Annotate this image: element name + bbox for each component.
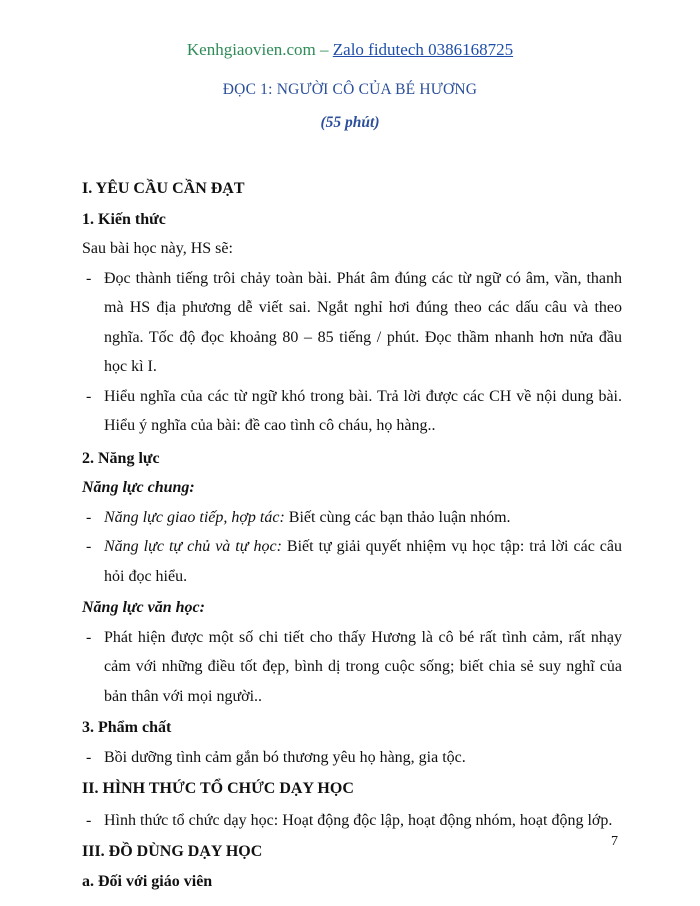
bullet-dash: - <box>86 508 92 526</box>
subsubsection-heading: Năng lực văn học: <box>82 599 205 616</box>
bullet-dash: - <box>86 748 92 766</box>
bullet-dash: - <box>86 538 92 555</box>
lesson-duration: (55 phút) <box>320 114 380 131</box>
list-item-text: Biết tự giải quyết nhiệm vụ học tập: trả lời các câu hỏi đọc hiểu. <box>104 538 623 585</box>
list-item-text: Hiểu nghĩa của các từ ngữ khó trong bài. Trả lời được các CH về nội dung bài. Hiểu ý nghĩa của bài: đề cao tình cô cháu, họ hàng.. <box>104 387 622 434</box>
bullet-dash: - <box>86 387 92 405</box>
subsection-heading: 3. Phẩm chất <box>82 719 172 736</box>
section-heading: I. YÊU CẦU CẦN ĐẠT <box>82 180 245 197</box>
list-item <box>82 503 622 533</box>
page-header <box>0 40 700 60</box>
subsection-heading: 1. Kiến thức <box>82 210 166 228</box>
list-item-text: Đọc thành tiếng trôi chảy toàn bài. Phát âm đúng các từ ngữ có âm, vần, thanh mà HS địa phương dễ viết sai. Ngắt nghỉ hơi đúng theo các dấu câu và theo nghĩa. Tốc độ đọc khoảng 80 – 85 tiếng / phút. Đọc thầm nhanh hơn nửa đầu học kì I. <box>104 269 622 375</box>
list-item <box>82 743 622 773</box>
page-number: 7 <box>611 834 618 849</box>
bullet-dash: - <box>86 628 92 646</box>
section-heading: II. HÌNH THỨC TỔ CHỨC DẠY HỌC <box>82 780 354 797</box>
list-item <box>82 623 622 712</box>
bullet-dash: - <box>86 269 92 287</box>
list-item <box>82 532 622 591</box>
list-item-text: Biết cùng các bạn thảo luận nhóm. <box>284 508 511 526</box>
list-item-text: Phát hiện được một số chi tiết cho thấy Hương là cô bé rất tình cảm, rất nhạy cảm với những điều tốt đẹp, bình dị trong cuộc sống; biết chia sẻ suy nghĩ của bản thân với mọi người.. <box>104 628 622 705</box>
list-item <box>82 382 622 441</box>
list-item-lead: Năng lực tự chủ và tự học: <box>104 538 282 555</box>
document-body <box>82 174 622 896</box>
list-item <box>82 264 622 382</box>
section-heading: III. ĐỒ DÙNG DẠY HỌC <box>82 843 263 860</box>
bullet-dash: - <box>86 811 92 829</box>
list-item-lead: Năng lực giao tiếp, hợp tác: <box>104 508 285 526</box>
list-item-text: Bồi dưỡng tình cảm gắn bó thương yêu họ hàng, gia tộc. <box>104 748 466 766</box>
subsection-heading: a. Đối với giáo viên <box>82 872 213 890</box>
subsubsection-heading: Năng lực chung: <box>82 479 195 496</box>
list-item <box>82 806 622 836</box>
paragraph: Sau bài học này, HS sẽ: <box>82 240 233 257</box>
subsection-heading: 2. Năng lực <box>82 449 160 467</box>
header-zalo-link[interactable]: Zalo fidutech 0386168725 <box>332 40 514 59</box>
lesson-title: ĐỌC 1: NGƯỜI CÔ CỦA BÉ HƯƠNG <box>222 81 478 98</box>
header-separator: – <box>315 40 333 59</box>
header-site: Kenhgiaovien.com <box>186 40 316 59</box>
list-item-text: Hình thức tổ chức dạy học: Hoạt động độc lập, hoạt động nhóm, hoạt động lớp. <box>104 811 613 829</box>
